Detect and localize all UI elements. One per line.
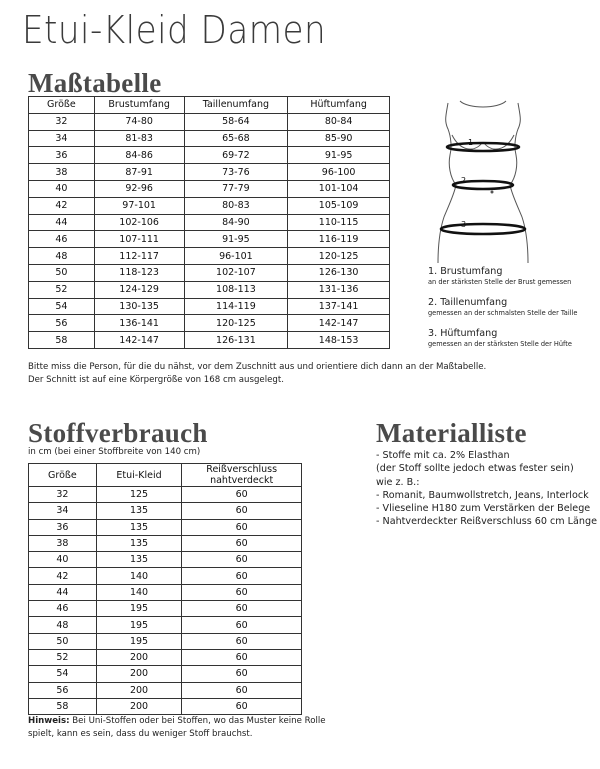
table-cell: 80-84 [288,113,390,130]
table-cell: 48 [29,248,95,265]
table-cell: 84-90 [184,214,288,231]
table-cell: 56 [29,682,97,698]
page-title: Etui-Kleid Damen [22,8,327,52]
table-cell: 135 [96,519,182,535]
table-cell: 60 [182,682,302,698]
table-cell: 74-80 [94,113,184,130]
table-row [29,617,302,633]
table-row [29,113,390,130]
table-header-row [29,464,302,487]
legend-item-hip [428,328,572,349]
table-header-cell: Taillenumfang [184,97,288,114]
table-cell: 84-86 [94,147,184,164]
bust-line [447,143,519,151]
marker-3: 3 [461,220,467,229]
table-cell: 140 [96,568,182,584]
table-cell: 73-76 [184,164,288,181]
table-cell: 60 [182,617,302,633]
table-cell: 50 [29,633,97,649]
table-cell: 60 [182,649,302,665]
hint-line1: Bei Uni-Stoffen oder bei Stoffen, wo das Muster keine Rolle [69,716,326,726]
table-cell: 87-91 [94,164,184,181]
table-header-cell: Brustumfang [94,97,184,114]
table-cell: 97-101 [94,197,184,214]
table-cell: 56 [29,315,95,332]
table-cell: 34 [29,503,97,519]
table-cell: 65-68 [184,130,288,147]
table-cell: 126-130 [288,264,390,281]
table-cell: 60 [182,698,302,714]
material-item: - Vlieseline H180 zum Verstärken der Belege [376,503,591,515]
table-header-cell: Hüftumfang [288,97,390,114]
table-cell: 52 [29,649,97,665]
table-cell: 125 [96,487,182,503]
size-table [28,96,390,349]
table-cell: 135 [96,535,182,551]
table-cell: 46 [29,601,97,617]
table-header-cell: Etui-Kleid [96,464,182,487]
table-row [29,130,390,147]
table-cell: 96-100 [288,164,390,181]
table-cell: 38 [29,164,95,181]
figure-navel [491,191,493,193]
table-row [29,164,390,181]
table-cell: 92-96 [94,180,184,197]
table-cell: 200 [96,682,182,698]
table-row [29,649,302,665]
table-cell: 36 [29,147,95,164]
table-cell: 60 [182,535,302,551]
table-cell: 42 [29,568,97,584]
size-table-heading: Maßtabelle [28,68,162,98]
fabric-heading: Stoffverbrauch [28,418,208,448]
table-cell: 124-129 [94,281,184,298]
table-cell: 69-72 [184,147,288,164]
figure-collar [460,101,506,107]
table-cell: 148-153 [288,332,390,349]
table-cell: 91-95 [288,147,390,164]
table-row [29,633,302,649]
table-cell: 118-123 [94,264,184,281]
table-cell: 38 [29,535,97,551]
table-cell: 80-83 [184,197,288,214]
table-row [29,248,390,265]
legend-title: 3. Hüftumfang [428,328,498,339]
table-cell: 58 [29,332,95,349]
table-row [29,197,390,214]
table-cell: 44 [29,214,95,231]
table-row [29,682,302,698]
table-cell: 107-111 [94,231,184,248]
table-cell: 195 [96,633,182,649]
table-cell: 200 [96,666,182,682]
table-cell: 44 [29,584,97,600]
legend-item-bust [428,266,571,287]
table-row [29,214,390,231]
table-cell: 60 [182,552,302,568]
table-row [29,601,302,617]
material-item: - Romanit, Baumwollstretch, Jeans, Interlock [376,489,589,501]
table-cell: 200 [96,698,182,714]
table-cell: 102-107 [184,264,288,281]
table-row [29,519,302,535]
table-row [29,315,390,332]
legend-item-waist [428,297,577,318]
legend-desc: gemessen an der schmalsten Stelle der Taille [428,309,578,317]
table-cell: 81-83 [94,130,184,147]
material-item: - Nahtverdeckter Reißverschluss 60 cm Länge [376,516,597,528]
table-cell: 142-147 [288,315,390,332]
legend-desc: gemessen an der stärksten Stelle der Hüfte [428,340,572,348]
table-row [29,552,302,568]
size-note-line2: Der Schnitt ist auf eine Körpergröße von 168 cm ausgelegt. [28,374,284,385]
size-note-line1: Bitte miss die Person, für die du nähst, vor dem Zuschnitt aus und orientiere dich dann an der Maßtabelle. [28,362,487,372]
table-cell: 46 [29,231,95,248]
table-cell: 32 [29,487,97,503]
table-row [29,698,302,714]
materials-list [376,449,597,529]
table-cell: 110-115 [288,214,390,231]
table-cell: 52 [29,281,95,298]
table-row [29,535,302,551]
table-cell: 60 [182,584,302,600]
table-cell: 60 [182,487,302,503]
table-cell: 48 [29,617,97,633]
table-cell: 42 [29,197,95,214]
hint-label: Hinweis: [28,716,70,726]
table-cell: 58-64 [184,113,288,130]
table-cell: 136-141 [94,315,184,332]
table-row [29,281,390,298]
table-cell: 105-109 [288,197,390,214]
table-row [29,180,390,197]
table-cell: 101-104 [288,180,390,197]
table-cell: 34 [29,130,95,147]
legend-title: 2. Taillenumfang [428,297,508,308]
fabric-subtitle: in cm (bei einer Stoffbreite von 140 cm) [28,447,201,457]
table-cell: 60 [182,568,302,584]
hip-line [441,224,525,234]
material-item: wie z. B.: [376,476,420,488]
table-cell: 40 [29,180,95,197]
table-cell: 102-106 [94,214,184,231]
table-row [29,147,390,164]
table-cell: 200 [96,649,182,665]
table-cell: 60 [182,601,302,617]
marker-1: 1 [468,138,474,147]
fabric-table [28,463,302,715]
table-cell: 135 [96,503,182,519]
table-row [29,568,302,584]
table-cell: 40 [29,552,97,568]
table-header-cell: Größe [29,97,95,114]
legend-desc: an der stärksten Stelle der Brust gemessen [428,278,572,286]
table-row [29,298,390,315]
table-cell: 77-79 [184,180,288,197]
material-item: - Stoffe mit ca. 2% Elasthan [376,450,510,461]
table-cell: 54 [29,298,95,315]
table-cell: 112-117 [94,248,184,265]
table-cell: 195 [96,617,182,633]
table-header-row [29,97,390,114]
table-row [29,503,302,519]
fabric-hint [28,715,326,740]
table-header-cell: Größe [29,464,97,487]
table-cell: 120-125 [288,248,390,265]
table-header-cell: Reißverschluss nahtverdeckt [182,464,302,487]
size-note [28,361,486,386]
table-cell: 195 [96,601,182,617]
table-cell: 32 [29,113,95,130]
material-item: (der Stoff sollte jedoch etwas fester sein) [376,463,574,475]
table-cell: 96-101 [184,248,288,265]
table-cell: 60 [182,633,302,649]
table-row [29,487,302,503]
table-cell: 135 [96,552,182,568]
table-cell: 54 [29,666,97,682]
table-cell: 91-95 [184,231,288,248]
table-cell: 140 [96,584,182,600]
table-cell: 108-113 [184,281,288,298]
body-measurement-figure [408,95,558,265]
table-row [29,332,390,349]
hint-line2: spielt, kann es sein, dass du weniger Stoff brauchst. [28,728,253,739]
table-cell: 60 [182,519,302,535]
table-cell: 58 [29,698,97,714]
table-cell: 85-90 [288,130,390,147]
table-cell: 60 [182,666,302,682]
table-cell: 130-135 [94,298,184,315]
materials-heading: Materialliste [376,418,527,448]
marker-2: 2 [461,176,467,185]
table-row [29,231,390,248]
table-cell: 50 [29,264,95,281]
table-cell: 126-131 [184,332,288,349]
table-cell: 137-141 [288,298,390,315]
table-cell: 120-125 [184,315,288,332]
table-row [29,666,302,682]
table-cell: 60 [182,503,302,519]
table-cell: 142-147 [94,332,184,349]
table-cell: 116-119 [288,231,390,248]
table-cell: 36 [29,519,97,535]
table-cell: 131-136 [288,281,390,298]
legend-title: 1. Brustumfang [428,266,503,277]
table-row [29,584,302,600]
table-cell: 114-119 [184,298,288,315]
table-row [29,264,390,281]
